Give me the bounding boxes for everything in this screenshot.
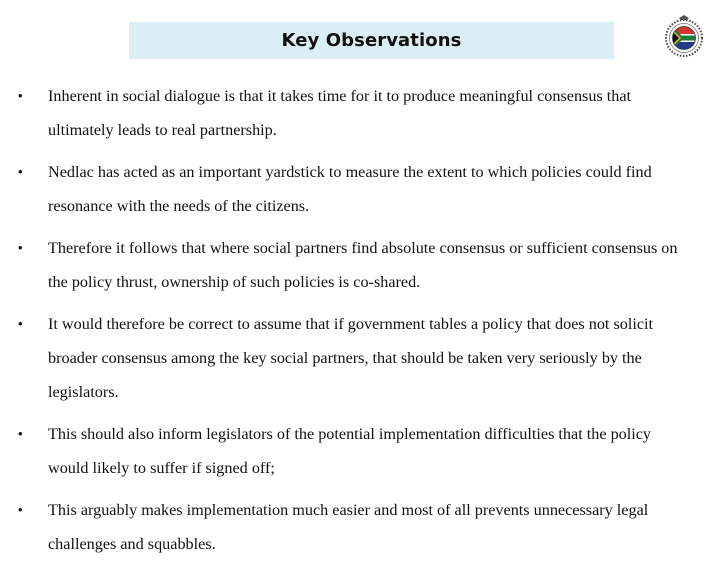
parliament-crest-icon <box>664 14 704 58</box>
list-item <box>0 231 720 299</box>
bullet-text: This should also inform legislators of the potential implementation difficulties that the policy would likely to suffer if signed off; <box>48 425 652 477</box>
bullet-text: Nedlac has acted as an important yardstick to measure the extent to which policies could find resonance with the needs of the citizens. <box>48 163 652 215</box>
bullet-text: It would therefore be correct to assume that if government tables a policy that does not solicit broader consensus among the key social partners, that should be taken very seriously by the legislators. <box>48 315 654 401</box>
bullet-text: Therefore it follows that where social partners find absolute consensus or sufficient consensus on the policy thrust, ownership of such policies is co-shared. <box>48 239 678 291</box>
bullet-marker: • <box>18 88 23 103</box>
page-title: Key Observations <box>281 30 462 51</box>
list-item <box>0 493 720 561</box>
bullet-marker: • <box>18 426 23 441</box>
list-item <box>0 307 720 409</box>
list-item <box>0 155 720 223</box>
bullet-marker: • <box>18 502 23 517</box>
bullet-text: This arguably makes implementation much easier and most of all prevents unnecessary legal challenges and squabbles. <box>48 501 649 553</box>
title-banner <box>129 22 614 59</box>
list-item <box>0 417 720 485</box>
bullet-marker: • <box>18 316 23 331</box>
bullet-marker: • <box>18 240 23 255</box>
bullet-list <box>0 79 720 569</box>
bullet-text: Inherent in social dialogue is that it takes time for it to produce meaningful consensus that ultimately leads to real partnership. <box>48 87 632 139</box>
bullet-marker: • <box>18 164 23 179</box>
list-item <box>0 79 720 147</box>
